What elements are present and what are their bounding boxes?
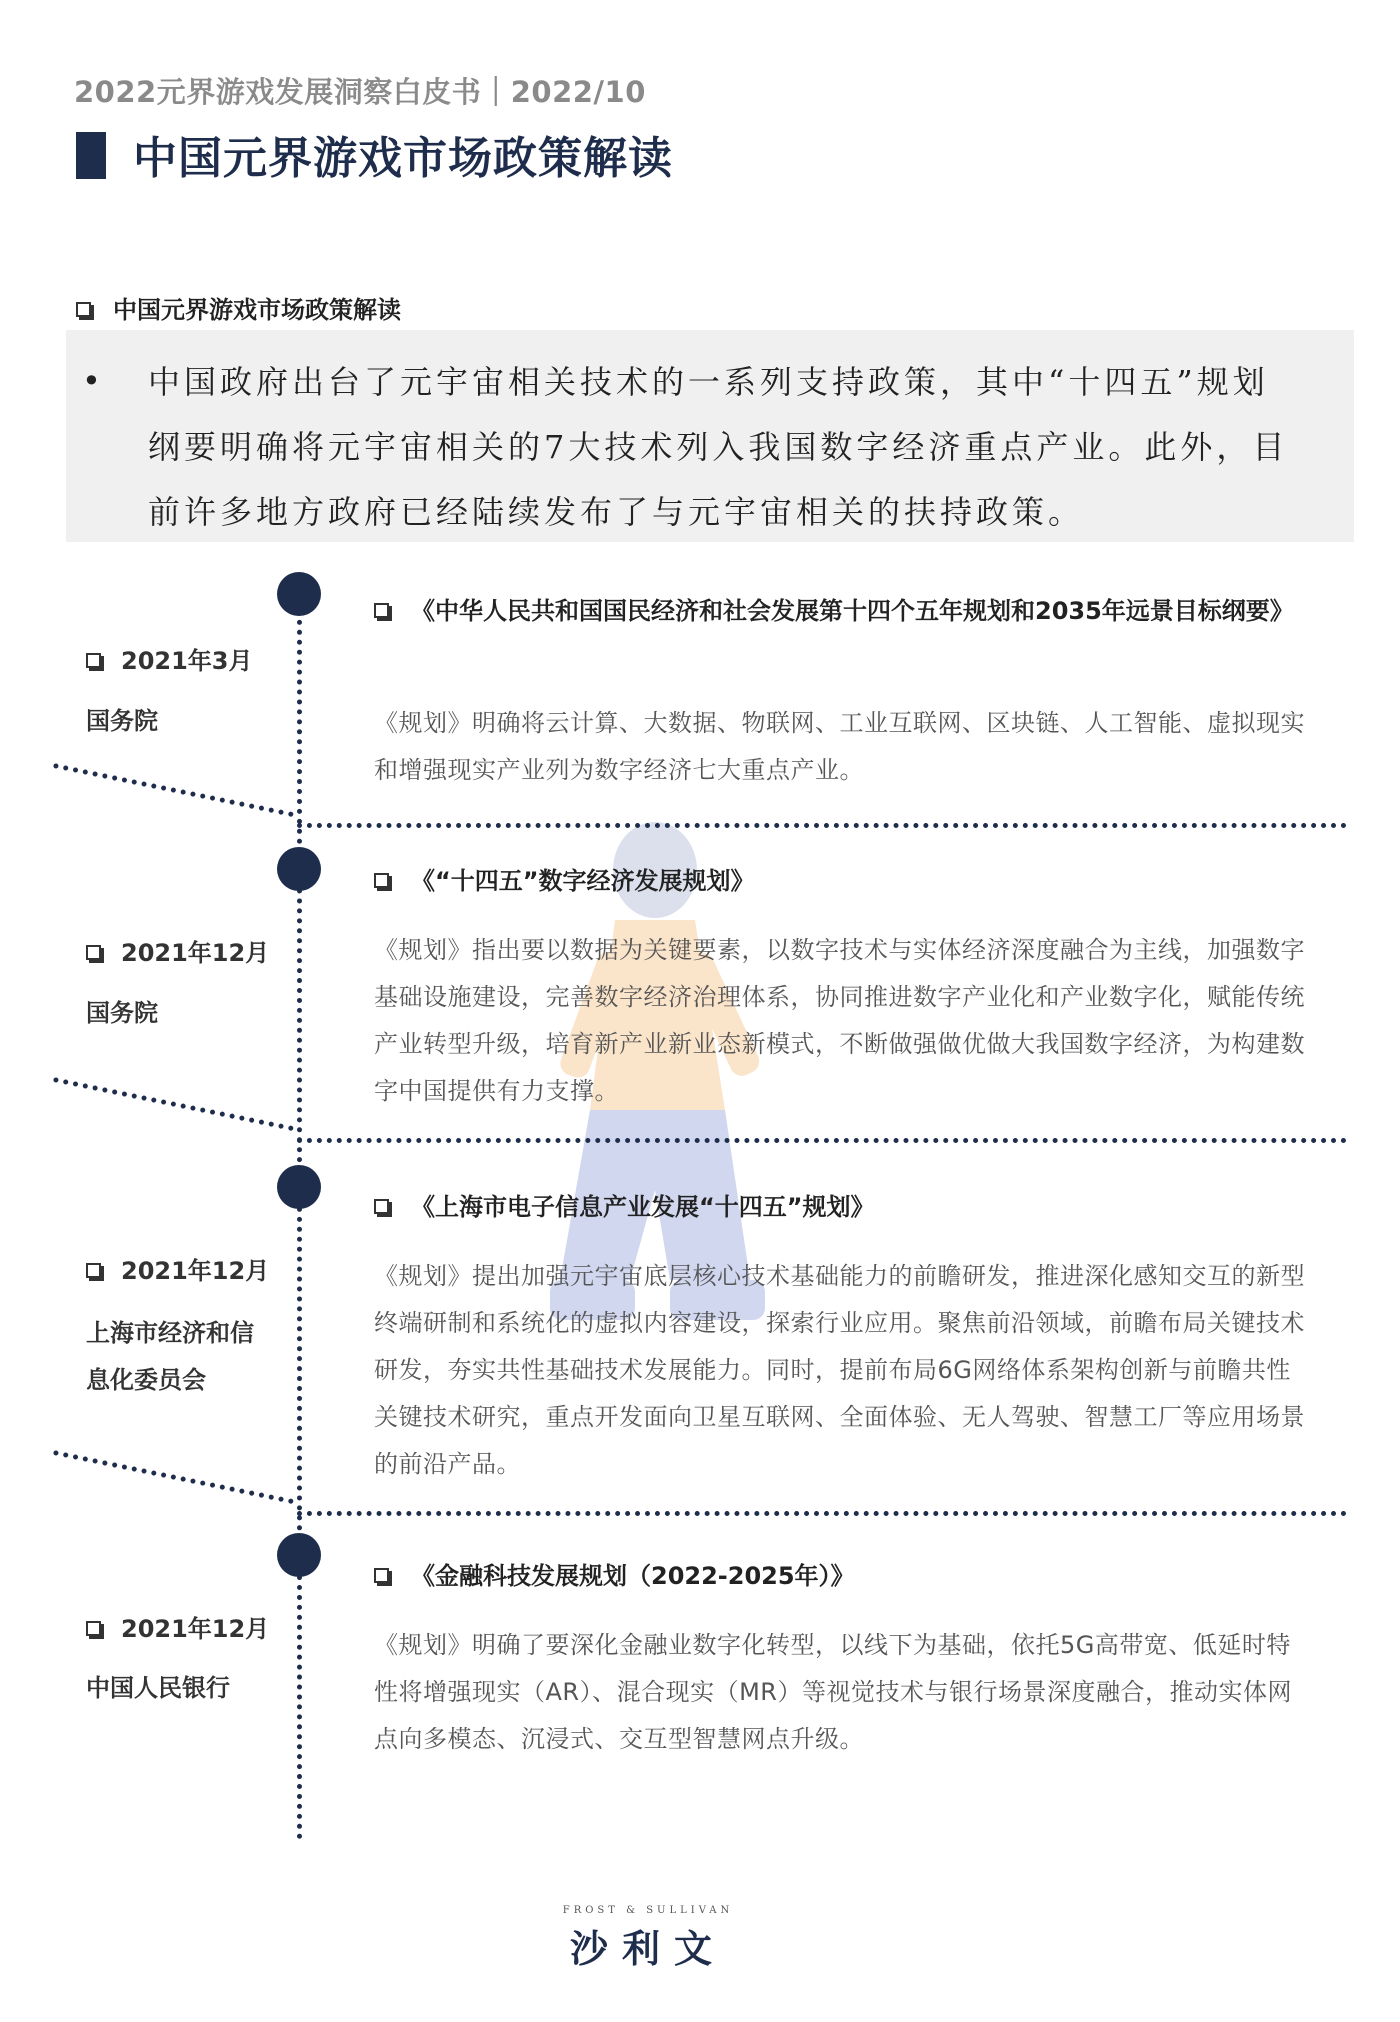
timeline-date bbox=[86, 1609, 269, 1644]
diagonal-connector bbox=[53, 1077, 294, 1131]
timeline-node bbox=[277, 572, 321, 616]
policy-title-text: 《“十四五”数字经济发展规划》 bbox=[411, 867, 755, 895]
timeline-org: 上海市经济和信息化委员会 bbox=[86, 1319, 254, 1394]
timeline-org: 中国人民银行 bbox=[86, 1674, 230, 1702]
timeline-org: 国务院 bbox=[86, 999, 158, 1027]
logo-english-text: FROST & SULLIVAN bbox=[562, 1905, 734, 1916]
checkbox-bullet-icon bbox=[374, 1199, 389, 1214]
title-accent-bar bbox=[76, 132, 106, 179]
timeline-date bbox=[86, 1251, 269, 1286]
timeline-date-text: 2021年12月 bbox=[121, 939, 270, 967]
policy-title-text: 《金融科技发展规划（2022-2025年）》 bbox=[411, 1562, 855, 1590]
checkbox-bullet-icon bbox=[374, 603, 389, 618]
timeline-node bbox=[277, 847, 321, 891]
checkbox-bullet-icon bbox=[86, 653, 101, 668]
checkbox-bullet-icon bbox=[76, 302, 91, 317]
timeline-node bbox=[277, 1165, 321, 1209]
timeline-org: 国务院 bbox=[86, 707, 158, 735]
checkbox-bullet-icon bbox=[86, 945, 101, 960]
timeline-axis bbox=[297, 590, 302, 1840]
timeline-date bbox=[86, 641, 253, 676]
checkbox-bullet-icon bbox=[86, 1263, 101, 1278]
policy-description: 《规划》指出要以数据为关键要素，以数字技术与实体经济深度融合为主线，加强数字基础设施建设，完善数字经济治理体系，协同推进数字产业化和产业数字化，赋能传统产业转型升级，培育新产业新业态新模式，不断做强做优做大我国数字经济，为构建数字中国提供有力支撑。 bbox=[374, 936, 1305, 1105]
section-heading bbox=[76, 290, 401, 325]
checkbox-bullet-icon bbox=[86, 1621, 101, 1636]
policy-title-text: 《上海市电子信息产业发展“十四五”规划》 bbox=[411, 1193, 875, 1221]
summary-text: 中国政府出台了元宇宙相关技术的一系列支持政策，其中“十四五”规划纲要明确将元宇宙相关的7大技术列入我国数字经济重点产业。此外，目前许多地方政府已经陆续发布了与元宇宙相关的扶持政策。 bbox=[148, 363, 1289, 531]
policy-title bbox=[374, 858, 1314, 905]
page-title: 中国元界游戏市场政策解读 bbox=[133, 133, 673, 184]
policy-description: 《规划》提出加强元宇宙底层核心技术基础能力的前瞻研发，推进深化感知交互的新型终端研制和系统化的虚拟内容建设，探索行业应用。聚焦前沿领域，前瞻布局关键技术研发，夯实共性基础技术发展能力。同时，提前布局6G网络体系架构创新与前瞻共性关键技术研究，重点开发面向卫星互联网、全面体验、无人驾驶、智慧工厂等应用场景的前沿产品。 bbox=[374, 1262, 1305, 1478]
policy-title bbox=[374, 588, 1314, 635]
section-heading-text: 中国元界游戏市场政策解读 bbox=[113, 296, 401, 324]
policy-description: 《规划》明确了要深化金融业数字化转型，以线下为基础，依托5G高带宽、低延时特性将增强现实（AR）、混合现实（MR）等视觉技术与银行场景深度融合，推动实体网点向多模态、沉浸式、交互型智慧网点升级。 bbox=[374, 1631, 1292, 1753]
section-divider bbox=[297, 823, 1347, 828]
checkbox-bullet-icon bbox=[374, 1568, 389, 1583]
policy-title bbox=[374, 1184, 1314, 1231]
timeline-date-text: 2021年12月 bbox=[121, 1257, 270, 1285]
timeline-date-text: 2021年3月 bbox=[121, 647, 253, 675]
policy-description: 《规划》明确将云计算、大数据、物联网、工业互联网、区块链、人工智能、虚拟现实和增强现实产业列为数字经济七大重点产业。 bbox=[374, 709, 1305, 784]
diagonal-connector bbox=[53, 763, 294, 817]
timeline-date bbox=[86, 933, 269, 968]
checkbox-bullet-icon bbox=[374, 873, 389, 888]
policy-title-text: 《中华人民共和国国民经济和社会发展第十四个五年规划和2035年远景目标纲要》 bbox=[411, 597, 1294, 625]
timeline-date-text: 2021年12月 bbox=[121, 1615, 270, 1643]
section-divider bbox=[297, 1511, 1347, 1516]
policy-title bbox=[374, 1553, 1314, 1600]
timeline-node bbox=[277, 1533, 321, 1577]
diagonal-connector bbox=[53, 1450, 294, 1504]
bullet-dot-icon: • bbox=[82, 362, 101, 400]
document-subtitle: 2022元界游戏发展洞察白皮书｜2022/10 bbox=[74, 75, 646, 109]
frost-sullivan-logo bbox=[548, 1905, 748, 1973]
section-divider bbox=[297, 1138, 1347, 1143]
logo-chinese-text: 沙利文 bbox=[569, 1927, 726, 1971]
